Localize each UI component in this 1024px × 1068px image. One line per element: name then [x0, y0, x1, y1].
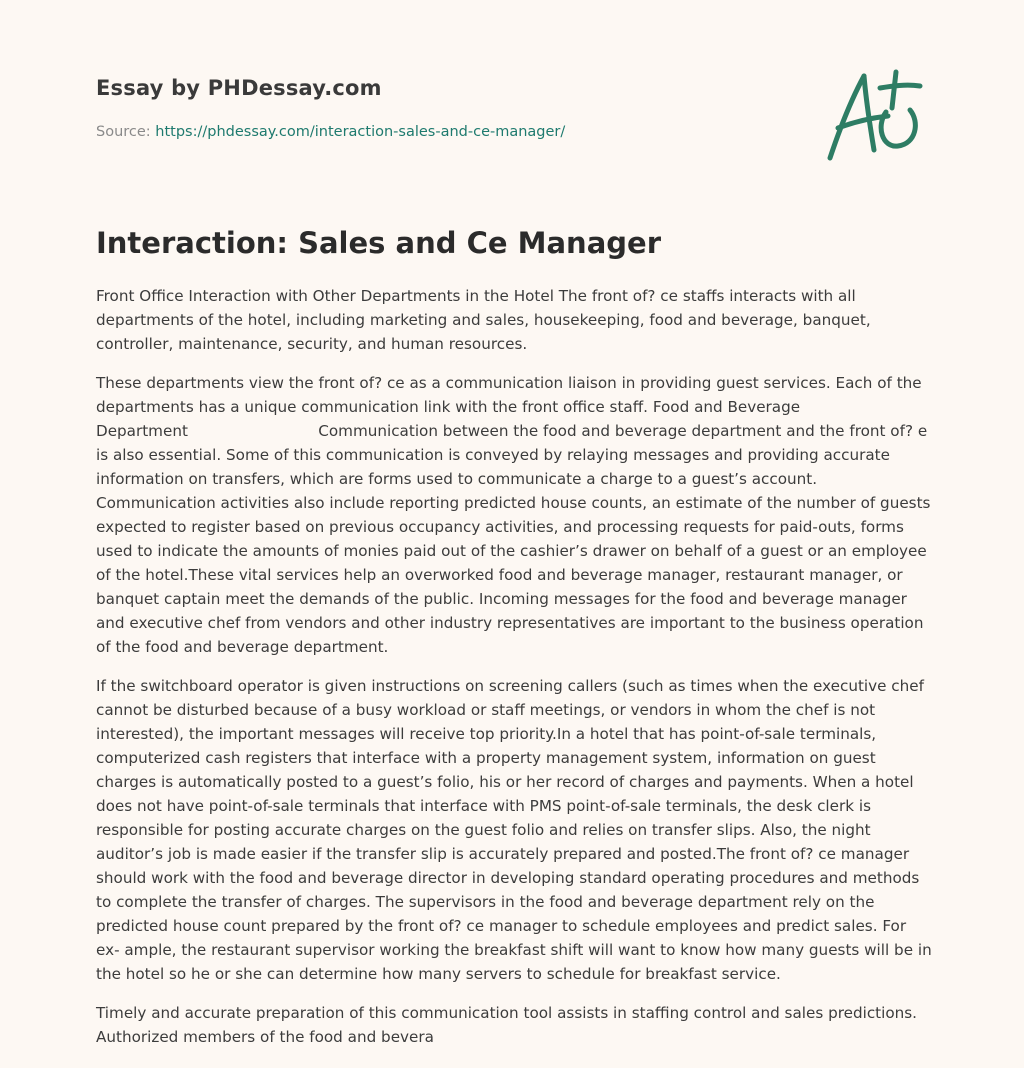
essay-body	[96, 284, 932, 1064]
essay-paragraph: Front Office Interaction with Other Departments in the Hotel The front of? ce staffs interacts with all departments of the hotel, including marketing and sales, housekeeping, food and beverage, banquet, controller, maintenance, security, and human resources.	[96, 287, 871, 353]
source-line	[96, 124, 565, 140]
essay-title: Interaction: Sales and Ce Manager	[96, 226, 662, 260]
essay-paragraph: These departments view the front of? ce as a communication liaison in providing guest services. Each of the departments has a unique communication link with the front office staff. Food and Beverage Department Communication between the food and beverage department and the front of? e is also essential. Some of this communication is conveyed by relaying messages and providing accurate information on transfers, which are forms used to communicate a charge to a guest’s account. Communication activities also include reporting predicted house counts, an estimate of the number of guests expected to register based on previous occupancy activities, and processing requests for paid-outs, forms used to indicate the amounts of monies paid out of the cashier’s drawer on behalf of a guest or an employee of the hotel.These vital services help an overworked food and beverage manager, restaurant manager, or banquet captain meet the demands of the public. Incoming messages for the food and beverage manager and executive chef from vendors and other industry representatives are important to the business operation of the food and beverage department.	[96, 374, 931, 656]
source-link[interactable]: https://phdessay.com/interaction-sales-and-ce-manager/	[155, 124, 566, 140]
source-label: Source:	[96, 124, 156, 140]
a-plus-logo-icon	[820, 66, 930, 166]
site-title: Essay by PHDessay.com	[96, 76, 382, 100]
essay-paragraph: Timely and accurate preparation of this communication tool assists in staffing control and sales predictions. Authorized members of the food and bevera	[96, 1004, 918, 1046]
essay-paragraph: If the switchboard operator is given instructions on screening callers (such as times when the executive chef cannot be disturbed because of a busy workload or staff meetings, or vendors in whom the chef is not interested), the important messages will receive top priority.In a hotel that has point-of-sale terminals, computerized cash registers that interface with a property management system, information on guest charges is automatically posted to a guest’s folio, his or her record of charges and payments. When a hotel does not have point-of-sale terminals that interface with PMS point-of-sale terminals, the desk clerk is responsible for posting accurate charges on the guest folio and relies on transfer slips. Also, the night auditor’s job is made easier if the transfer slip is accurately prepared and posted.The front of? ce manager should work with the food and beverage director in developing standard operating procedures and methods to complete the transfer of charges. The supervisors in the food and beverage department rely on the predicted house count prepared by the front of? ce manager to schedule employees and predict sales. For ex- ample, the restaurant supervisor working the breakfast shift will want to know how many guests will be in the hotel so he or she can determine how many servers to schedule for breakfast service.	[96, 677, 932, 983]
